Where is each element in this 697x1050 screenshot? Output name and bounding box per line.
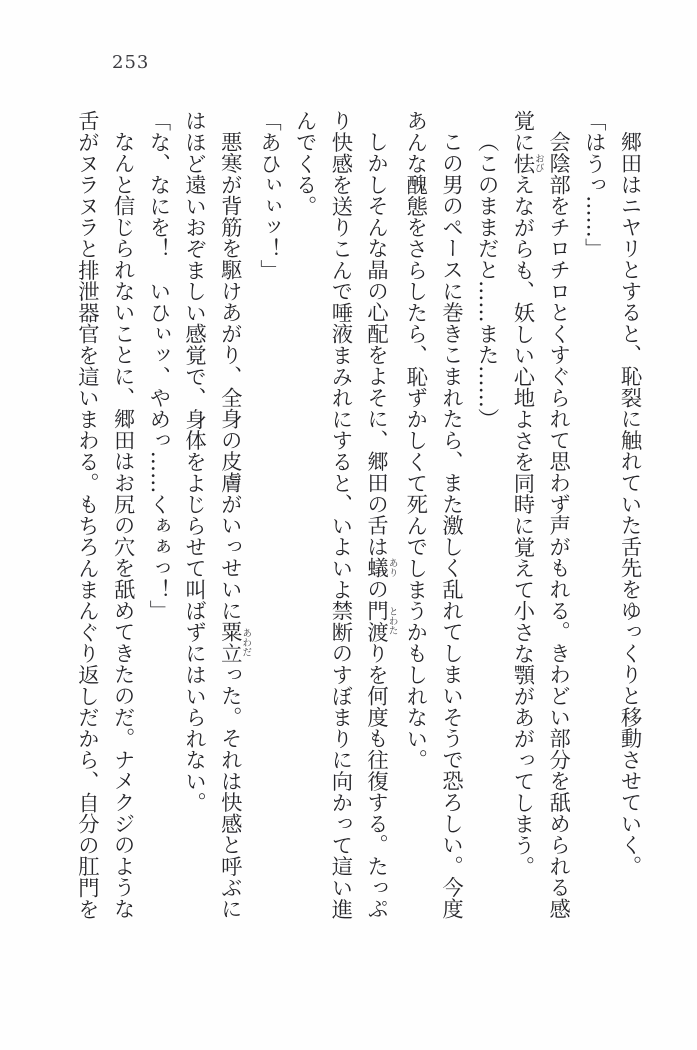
paragraph: 「な、なにを！ いひぃッ、やめっ……くぁぁっ！」 xyxy=(145,110,171,622)
paragraph: なんと信じられないことに、郷田はお尻の穴を舐めてきたのだ。ナメクジのような舌がヌラヌラと排泄器官を這いまわる。もちろんまんぐり返しだから、自分の肛門を xyxy=(74,110,136,920)
paragraph: 悪寒が背筋を駆けあがり、全身の皮膚がいっせいに粟立あわだった。それは快感と呼ぶにはほど遠いおぞましい感覚で、身体をよじらせて叫ばずにはいられない。 xyxy=(181,110,252,920)
paragraph: 「あひぃぃッ！」 xyxy=(256,110,282,281)
text-columns xyxy=(69,110,647,922)
furigana-ruby: 蟻あり xyxy=(363,557,398,579)
paragraph: 「はうっ……」 xyxy=(581,110,607,260)
paragraph: （このままだと……また……） xyxy=(474,131,500,430)
paragraph: この男のペースに巻きこまれたら、また激しく乱れてしまいそうで恐ろしい。今度あんな醜態をさらしたら、恥ずかしくて死んでしまうかもしれない。 xyxy=(402,110,464,920)
furigana-ruby: 粟立あわだ xyxy=(217,621,252,664)
furigana-ruby: 門渡とわた xyxy=(363,599,398,643)
paragraph: しかしそんな晶の心配をよそに、郷田の舌は蟻ありの門渡とわたりを何度も往復する。たっぷり快感を送りこんで唾液まみれにすると、いよいよ禁断のすぼまりに向かって這い進んでくる。 xyxy=(292,110,398,920)
page-number: 253 xyxy=(112,52,150,73)
furigana-ruby: 怯おび xyxy=(509,152,544,174)
paragraph: 会陰部をチロチロとくすぐられて思わず声がもれる。きわどい部分を舐められる感覚に怯おびえながらも、妖しい心地よさを同時に覚えて小さな顎があがってしまう。 xyxy=(509,110,571,920)
paragraph: 郷田はニヤリとすると、恥裂に触れていた舌先をゆっくりと移動させていく。 xyxy=(617,131,642,877)
